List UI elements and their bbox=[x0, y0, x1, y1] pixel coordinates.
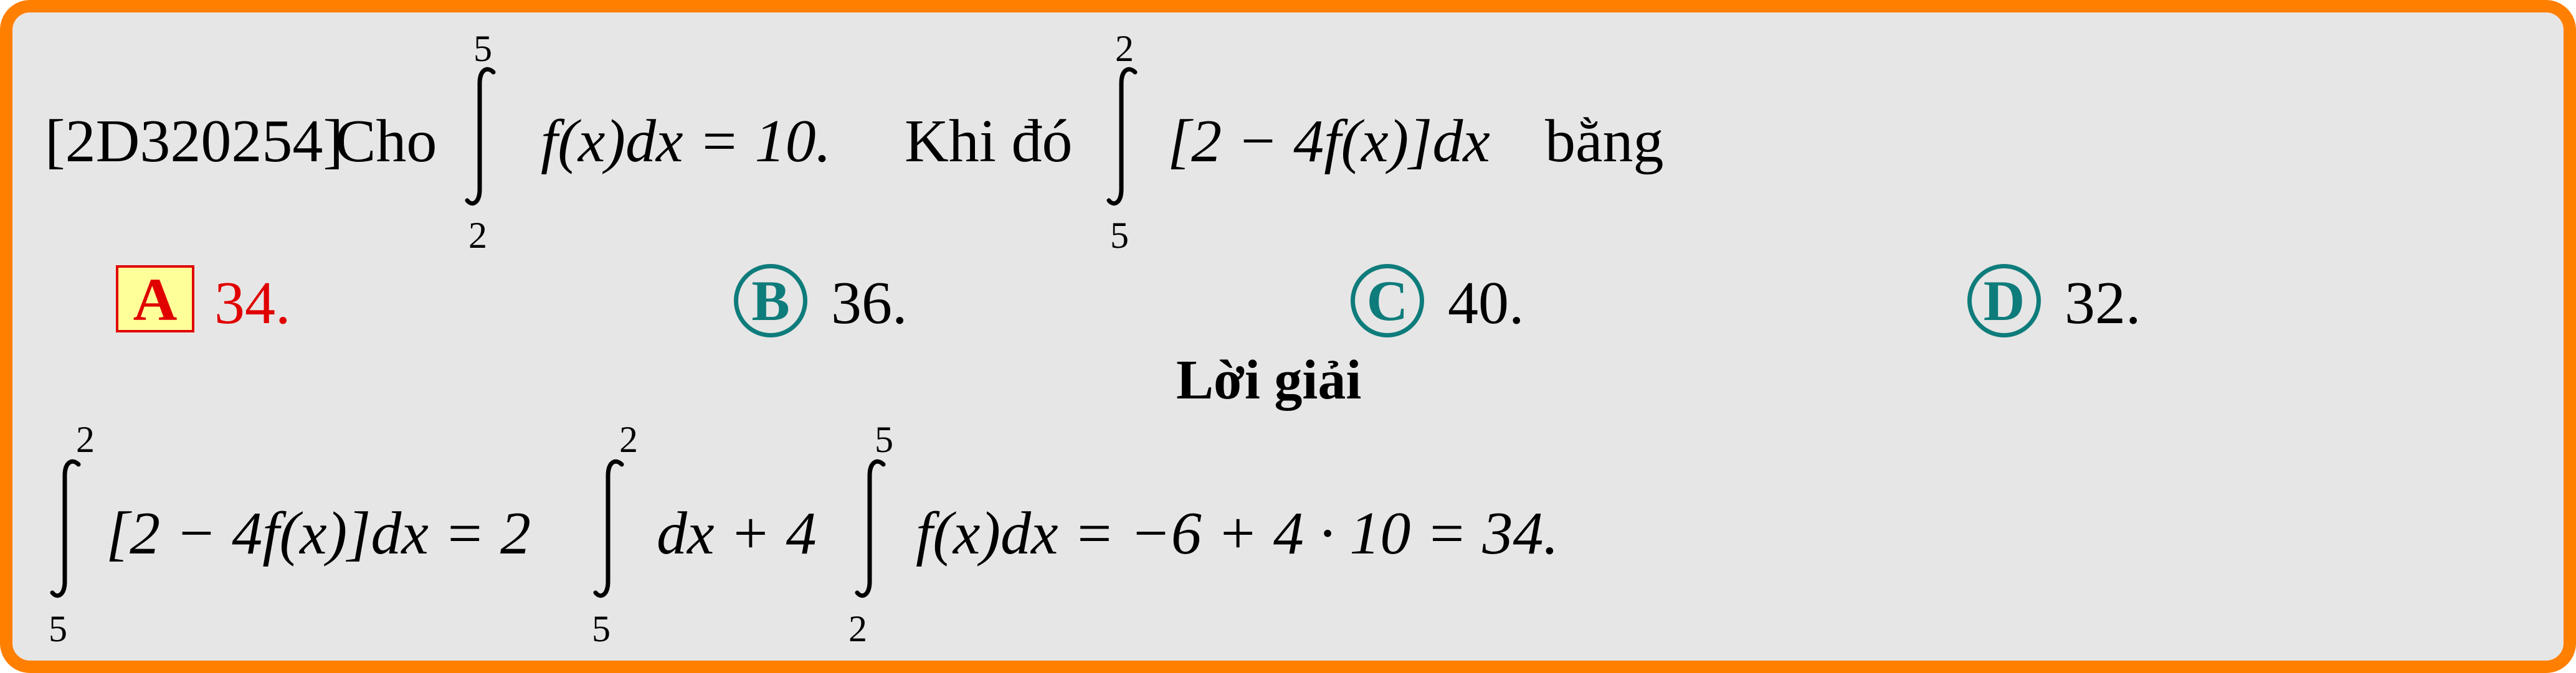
question-text-cho: Cho bbox=[335, 108, 437, 175]
sol-int1-lower: 5 bbox=[49, 608, 67, 649]
integral-sign-1 bbox=[462, 65, 500, 208]
int1-integrand: f(x)dx = 10. bbox=[541, 108, 832, 175]
solution-integral-sign-2 bbox=[591, 457, 628, 600]
choice-d-value[interactable]: 32. bbox=[2065, 270, 2141, 337]
solution-integral-sign-3 bbox=[852, 457, 890, 600]
solution-integral-sign-1 bbox=[47, 457, 85, 600]
choice-b-value[interactable]: 36. bbox=[831, 270, 908, 337]
choice-d-label[interactable]: D bbox=[1967, 264, 2041, 337]
sol-int3-upper: 5 bbox=[875, 419, 893, 460]
choice-b-label[interactable]: B bbox=[734, 264, 807, 337]
choice-c-value[interactable]: 40. bbox=[1448, 270, 1524, 337]
sol-int3-integrand: f(x)dx = −6 + 4 · 10 = 34. bbox=[916, 500, 1559, 567]
sol-int1-integrand: [2 − 4f(x)]dx = 2 bbox=[106, 500, 531, 567]
integral-sign-2 bbox=[1104, 65, 1141, 208]
int1-lower: 2 bbox=[468, 215, 487, 256]
question-text-khi-do: Khi đó bbox=[905, 108, 1073, 175]
int1-upper: 5 bbox=[473, 28, 492, 69]
choice-c-label[interactable]: C bbox=[1351, 264, 1424, 337]
sol-int2-upper: 2 bbox=[619, 419, 638, 460]
choice-a-value[interactable]: 34. bbox=[214, 270, 291, 337]
sol-int1-upper: 2 bbox=[76, 419, 95, 460]
choice-a-label[interactable]: A bbox=[116, 265, 194, 332]
question-id: [2D320254] bbox=[45, 108, 344, 175]
sol-int2-integrand: dx + 4 bbox=[657, 500, 817, 567]
int2-integrand: [2 − 4f(x)]dx bbox=[1167, 108, 1490, 175]
int2-lower: 5 bbox=[1110, 215, 1129, 256]
int2-upper: 2 bbox=[1115, 28, 1134, 69]
sol-int2-lower: 5 bbox=[592, 608, 611, 649]
sol-int3-lower: 2 bbox=[848, 608, 867, 649]
question-text-bang: bằng bbox=[1545, 108, 1664, 175]
solution-heading: Lời giải bbox=[1176, 349, 1362, 411]
